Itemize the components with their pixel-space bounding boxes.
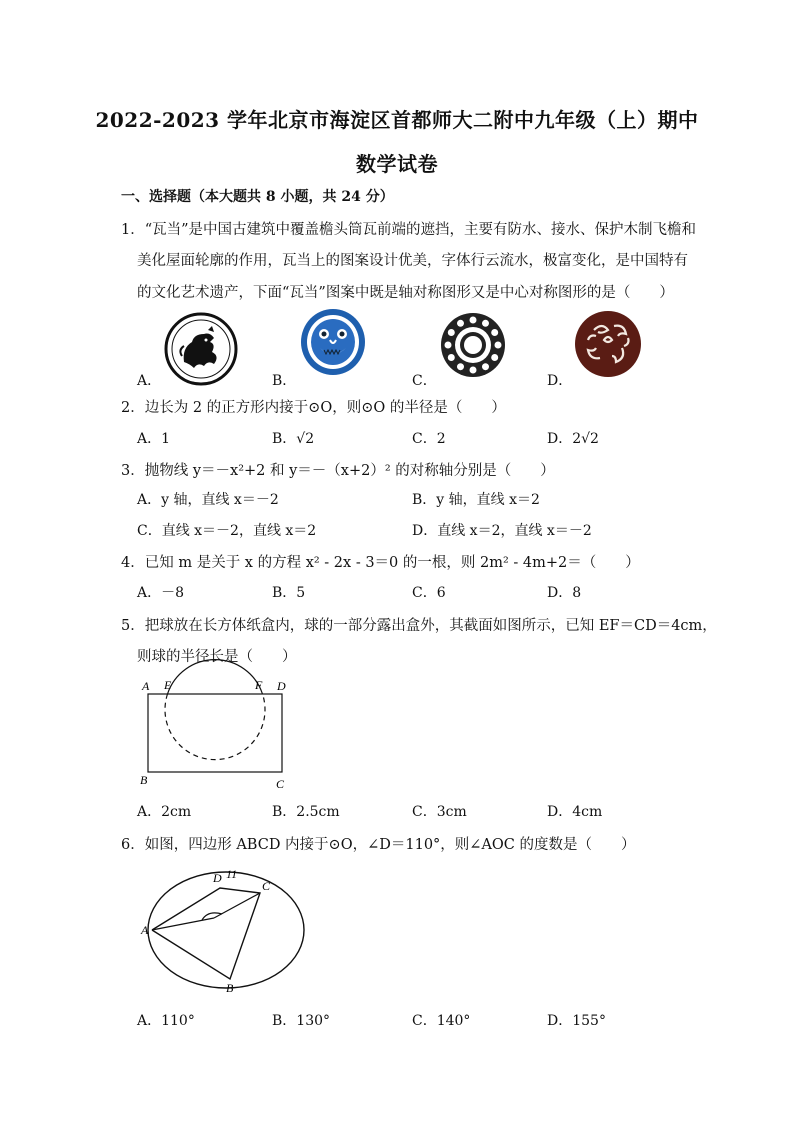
q6-circle-quadrilateral-figure: [138, 858, 318, 998]
label-B: B: [140, 773, 148, 787]
wadang-flower-ring-image: [440, 312, 506, 378]
q1-option-a: A．: [137, 373, 162, 389]
q4-option-c: C．6: [412, 585, 446, 601]
q5-option-d: D．4cm: [547, 804, 603, 820]
q3-option-a: A．y 轴，直线 x＝－2: [137, 492, 279, 508]
ball-arc-dashed: [165, 694, 265, 760]
label-angle-110: 11: [226, 867, 238, 881]
q3-stem: 3．抛物线 y＝－x²+2 和 y＝－（x+2）² 的对称轴分别是（ ）: [121, 463, 555, 479]
q3-option-c: C．直线 x＝－2，直线 x＝2: [137, 523, 317, 539]
exam-title-line1: 2022-2023 学年北京市海淀区首都师大二附中九年级（上）期中: [95, 108, 699, 132]
label-F: F: [255, 678, 263, 692]
q2-option-a: A．1: [137, 431, 171, 447]
q4-stem: 4．已知 m 是关于 x 的方程 x² - 2x - 3＝0 的一根，则 2m² - 4m+2＝（ ）: [121, 555, 640, 571]
q6-stem: 6．如图，四边形 ABCD 内接于⊙O，∠D＝110°，则∠AOC 的度数是（ ）: [121, 837, 636, 853]
q6-option-a: A．110°: [137, 1013, 195, 1029]
label-A: A: [142, 679, 150, 693]
q4-option-d: D．8: [547, 585, 582, 601]
box-rectangle: [148, 694, 282, 772]
label-B: B: [226, 981, 234, 995]
q5-stem-line1: 5．把球放在长方体纸盒内，球的一部分露出盒外，其截面如图所示，已知 EF＝CD＝4cm，: [121, 618, 717, 634]
q1-stem-line2: 美化屋面轮廓的作用，瓦当上的图案设计优美，字体行云流水，极富变化，是中国特有: [137, 253, 688, 269]
q2-option-d: D．2√2: [547, 431, 599, 447]
q5-option-c: C．3cm: [412, 804, 467, 820]
q5-option-a: A．2cm: [137, 804, 192, 820]
label-D: D: [277, 679, 286, 693]
q1-stem-line3: 的文化艺术遗产，下面“瓦当”图案中既是轴对称图形又是中心对称图形的是（ ）: [137, 285, 674, 301]
q2-stem: 2．边长为 2 的正方形内接于⊙O，则⊙O 的半径是（ ）: [121, 400, 506, 416]
q6-option-c: C．140°: [412, 1013, 471, 1029]
q1-option-c: C．: [412, 373, 437, 389]
label-C: C: [276, 777, 285, 791]
q2-option-b: B．√2: [272, 431, 315, 447]
q5-option-b: B．2.5cm: [272, 804, 340, 820]
label-E: E: [164, 678, 172, 692]
label-C: C: [262, 879, 271, 893]
q1-option-b: B．: [272, 373, 297, 389]
section-heading: 一、选择题（本大题共 8 小题，共 24 分）: [121, 189, 394, 205]
q1-option-d: D．: [547, 373, 573, 389]
q1-stem-line1: 1．“瓦当”是中国古建筑中覆盖檐头筒瓦前端的遮挡，主要有防水、接水、保护木制飞檐和: [121, 222, 697, 238]
q5-stem-line2: 则球的半径长是（ ）: [137, 649, 297, 665]
wadang-tiger-image: [164, 312, 238, 386]
q2-option-c: C．2: [412, 431, 446, 447]
q3-option-b: B．y 轴，直线 x＝2: [412, 492, 540, 508]
label-A: A: [141, 923, 149, 937]
q5-box-ball-figure: [136, 670, 306, 795]
q4-option-b: B．5: [272, 585, 306, 601]
wadang-cloud-pattern-image: [574, 310, 642, 378]
q6-option-d: D．155°: [547, 1013, 606, 1029]
q3-option-d: D．直线 x＝2，直线 x＝－2: [412, 523, 592, 539]
q6-option-b: B．130°: [272, 1013, 331, 1029]
wadang-beast-face-image: [300, 308, 366, 376]
q4-option-a: A．－8: [137, 585, 185, 601]
exam-title-line2: 数学试卷: [356, 152, 438, 176]
label-D: D: [213, 871, 222, 885]
